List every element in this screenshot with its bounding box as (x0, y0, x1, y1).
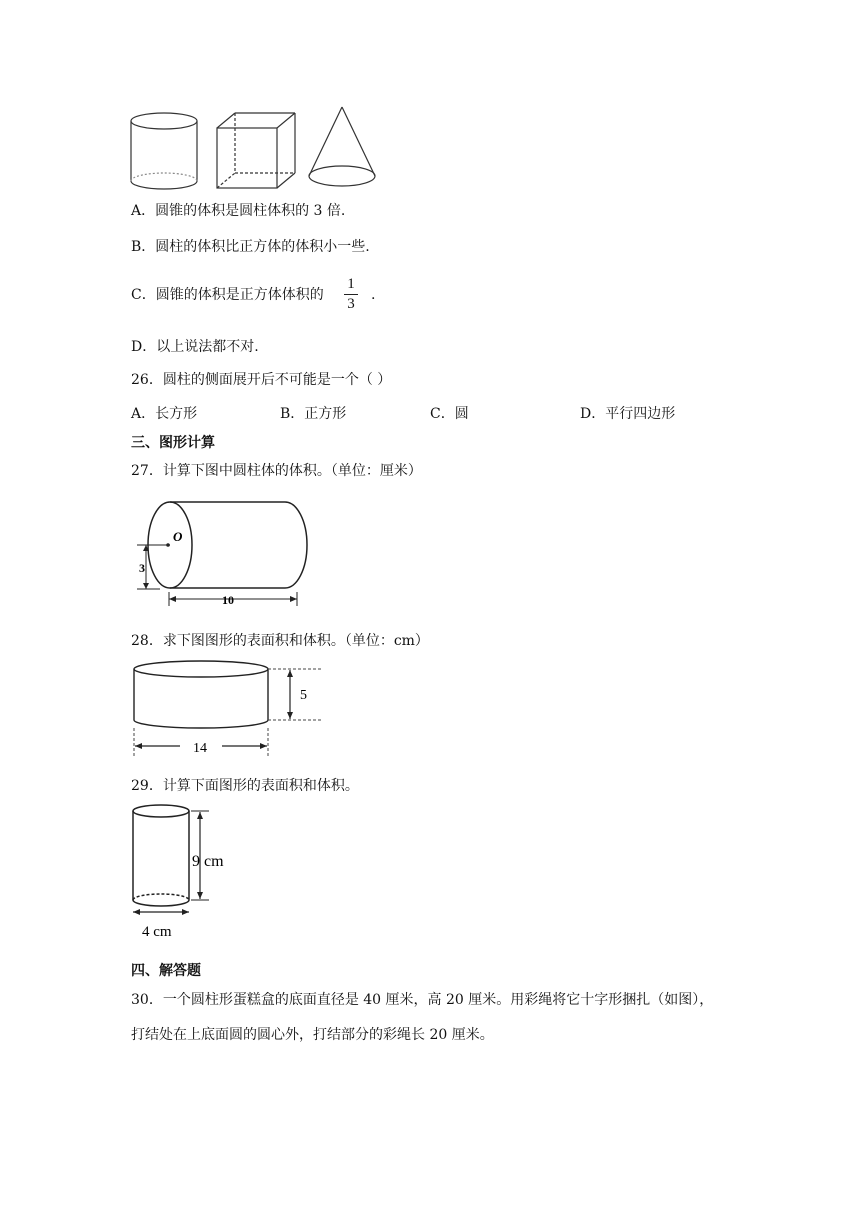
section-4-heading: 四、解答题 (131, 963, 201, 979)
q27-center-label: O (173, 529, 183, 544)
q25-option-b[interactable]: B．圆柱的体积比正方体的体积小一些. (131, 239, 370, 255)
section-3-heading: 三、图形计算 (131, 435, 215, 451)
q27-stem: 27．计算下图中圆柱体的体积。（单位：厘米） (131, 463, 422, 479)
q25-option-d[interactable]: D．以上说法都不对. (131, 339, 259, 355)
q30-stem-line-1: 30．一个圆柱形蛋糕盒的底面直径是 40 厘米，高 20 厘米。用彩绳将它十字形捆扎（如图）， (131, 992, 714, 1008)
q25-option-c-suffix: . (371, 287, 376, 303)
q27-radius-label: 3 (139, 561, 145, 575)
q27-length-label: 10 (222, 593, 234, 607)
q29-stem: 29．计算下面图形的表面积和体积。 (131, 778, 359, 794)
q28-diameter-label: 14 (193, 741, 207, 756)
fraction-numerator: 1 (347, 276, 355, 292)
q29-diameter-label: 4 cm (142, 924, 172, 940)
q26-option-d[interactable]: D．平行四边形 (580, 406, 676, 422)
q28-height-label: 5 (300, 688, 307, 703)
q29-height-label: 9 cm (192, 853, 224, 870)
q26-option-c[interactable]: C．圆 (430, 406, 469, 422)
q26-stem: 26．圆柱的侧面展开后不可能是一个（ ） (131, 372, 392, 388)
q28-stem: 28．求下图图形的表面积和体积。（单位：cm） (131, 633, 429, 649)
q25-option-a[interactable]: A．圆锥的体积是圆柱体积的 3 倍. (131, 203, 346, 219)
q30-stem-line-2: 打结处在上底面圆的圆心外，打结部分的彩绳长 20 厘米。 (131, 1027, 494, 1043)
q26-option-a[interactable]: A．长方形 (131, 406, 198, 422)
fraction-denominator: 3 (347, 296, 355, 312)
q25-option-c-text: C．圆锥的体积是正方体体积的 (131, 287, 324, 303)
q26-option-b[interactable]: B．正方形 (280, 406, 347, 422)
